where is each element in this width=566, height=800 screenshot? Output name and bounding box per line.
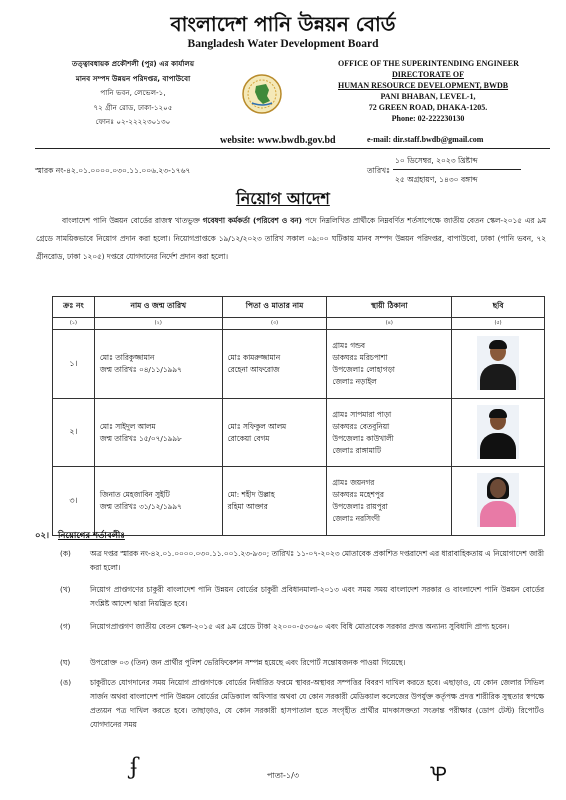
serial-cell: ১।	[53, 330, 95, 399]
condition-text: উপরোক্ত ০৩ (তিন) জন প্রার্থীর পুলিশ ভেরিফিকেশন সম্পন্ন হয়েছে এবং রিপোর্ট সন্তোষজনক পাওয়া গিয়েছে।	[90, 658, 406, 667]
name-cell	[94, 467, 222, 536]
candidate-name: মোঃ সাইদুল আলম	[99, 421, 156, 431]
condition-item	[52, 620, 544, 634]
candidate-dob: জন্ম তারিখঃ ৩১/১২/১৯৯৭	[99, 502, 182, 511]
address-line: গ্রামঃ সাপমারা পাড়া	[332, 409, 392, 419]
photo-cell	[452, 330, 545, 399]
index-cell: (৫)	[452, 318, 545, 330]
office-address-english	[338, 58, 548, 124]
photo-cell	[452, 467, 545, 536]
condition-label: (ঘ)	[60, 658, 71, 667]
office-address-bangla	[38, 57, 228, 130]
address-line: উপজেলাঃ রায়পুরা	[332, 502, 388, 511]
candidate-photo	[477, 473, 519, 527]
address-line: Phone: 02-222230130	[391, 114, 465, 123]
mother-name: রোকেয়া বেগম	[227, 433, 270, 443]
col-header-photo: ছবি	[452, 297, 545, 318]
serial-cell: ২।	[53, 399, 95, 467]
address-cell	[327, 399, 452, 467]
condition-item	[52, 676, 544, 732]
address-line: উপজেলাঃ লোহাগড়া	[332, 365, 395, 374]
condition-label: (ঙ)	[60, 678, 72, 687]
name-cell	[94, 399, 222, 467]
condition-label: (ক)	[60, 549, 71, 558]
post-name: গবেষণা কর্মকর্তা (পরিবেশ ও বন)	[202, 216, 302, 225]
org-title-bangla: বাংলাদেশ পানি উন্নয়ন বোর্ড	[170, 12, 396, 36]
address-line: উপজেলাঃ কাউখালী	[332, 433, 394, 443]
serial-cell: ৩।	[53, 467, 95, 536]
address-line: ফোনঃ ০২-২২২২৩০১৩০	[95, 117, 171, 126]
signature-left: ʄ	[130, 755, 139, 780]
candidate-name: মোঃ তারিকুজ্জামান	[99, 353, 155, 362]
section-title: নিয়োগের শর্তাবলীঃ	[57, 531, 125, 541]
address-line: তত্ত্বাবধায়ক প্রকৌশলী (পুর) এর কার্যালয়	[71, 59, 195, 68]
address-line: PANI BHABAN, LEVEL-1,	[380, 92, 476, 101]
address-line: জেলাঃ রাঙ্গামাটি	[332, 445, 381, 455]
website-link[interactable]: website: www.bwdb.gov.bd	[220, 135, 336, 146]
col-header-parents: পিতা ও মাতার নাম	[222, 297, 327, 318]
date-bangla: ২৫ অগ্রহায়ণ, ১৪৩০ বঙ্গাব্দ	[395, 175, 478, 184]
father-name: মোঃ সফিকুল আলম	[227, 421, 287, 431]
header-divider	[35, 148, 550, 149]
conditions-heading	[35, 529, 125, 543]
candidate-name: জিনাত মেহজাবিন সুইটি	[99, 490, 170, 499]
address-cell	[327, 467, 452, 536]
mother-name: রহিমা আক্তার	[227, 502, 268, 511]
condition-item	[52, 656, 544, 670]
memo-reference: স্মারক নং-৪২.০১.০০০০.০৩০.১১.০০৬.২৩-১৭৬৭	[35, 166, 191, 175]
candidate-photo	[477, 336, 519, 390]
index-cell: (৩)	[222, 318, 327, 330]
date-label: তারিখঃ	[367, 166, 390, 175]
date-gregorian: ১০ ডিসেম্বর, ২০২৩ খ্রিষ্টাব্দ	[395, 156, 478, 165]
mother-name: রেহেনা আফরোজ	[227, 365, 280, 374]
address-line: ৭২ গ্রীন রোড, ঢাকা-১২০৫	[93, 102, 173, 112]
father-name: মোঃ কামরুজ্জামান	[227, 353, 281, 362]
address-cell	[327, 330, 452, 399]
date-divider	[393, 169, 521, 170]
email-link[interactable]: e-mail: dir.staff.bwdb@gmail.com	[367, 135, 484, 144]
col-header-serial: ক্রঃ নং	[53, 297, 95, 318]
candidate-dob: জন্ম তারিখঃ ০৪/১১/১৯৯৭	[99, 365, 182, 374]
address-line: DIRECTORATE OF	[392, 70, 464, 79]
page-number: পাতা-১/৩	[266, 771, 300, 780]
signature-right: Ꝕ	[430, 762, 448, 786]
index-cell: (৪)	[327, 318, 452, 330]
table-index-row	[53, 318, 545, 330]
address-line: HUMAN RESOURCE DEVELOPMENT, BWDB	[338, 81, 509, 90]
org-title-english: Bangladesh Water Development Board	[187, 38, 379, 50]
parents-cell	[222, 399, 327, 467]
candidate-photo	[477, 405, 519, 459]
condition-text: চাকুরীতে যোগদানের সময় নিয়োগ প্রাপ্তগণকে বোর্ডের নির্ধারিত ফরমে স্থাবর-অস্থাবর সম্পত্তির বিবরণ দাখিল করতে হবে। এছাড়াও, যে কোন জেলার সিভিল সার্জন অথবা বাংলাদেশ পানি উন্নয়ন বোর্ডের মেডিক্যাল অফিসার অথবা যে কোন সরকারী মেডিক্যাল কলেজের উপর্যুক্ত কর্তৃপক্ষ প্রদত্ত শারীরিক সুস্থতার স্বপক্ষে প্রত্যয়ন পত্র দাখিল করতে হবে। তাছাড়াও, যে কোন সরকারী হাসপাতাল হতে সংগৃহীত প্রার্থীর মাদকাসক্ততা সংক্রান্ত পরীক্ষার (ডোপ টেস্ট) রিপোর্টও যোগদানের সময়	[90, 678, 544, 729]
condition-text: অত্র দপ্তর স্মারক নং-৪২.০১.০০০০.০৩০.১১.০০১.২৩-৯৩০; তারিখঃ ১১-০৭-২০২৩ মোতাবেক প্রকাশিত দপ্তরাদেশ এর ধারাবাহিকতায় এ নিয়োগাদেশ জারী করা হলো।	[90, 549, 544, 572]
candidates-table	[52, 296, 545, 536]
address-line: OFFICE OF THE SUPERINTENDING ENGINEER	[338, 59, 519, 68]
address-line: ডাকঘরঃ মরিচপাশা	[332, 353, 388, 362]
address-line: গ্রামঃ গন্ডব	[332, 341, 365, 350]
table-header-row	[53, 297, 545, 318]
candidate-dob: জন্ম তারিখঃ ১৫/০৭/১৯৯৮	[99, 433, 182, 443]
section-number: ০২।	[35, 531, 50, 541]
condition-text: নিয়োগপ্রাপ্তগণ জাতীয় বেতন স্কেল-২০১৫ এর ৯ম গ্রেডে টাকা ২২০০০-৫৩০৬০ এবং বিধি মোতাবেক সরকার প্রদত্ত অন্যান্য সুবিধাদি প্রাপ্য হবেন।	[90, 622, 510, 631]
condition-label: (খ)	[60, 585, 71, 594]
condition-label: (গ)	[60, 622, 71, 631]
address-line: ডাকঘরঃ মহেশপুর	[332, 490, 384, 499]
table-row	[53, 467, 545, 536]
col-header-name: নাম ও জন্ম তারিখ	[94, 297, 222, 318]
table-row	[53, 330, 545, 399]
table-row	[53, 399, 545, 467]
address-line: পানি ভবন, লেভেল-১,	[100, 88, 166, 97]
photo-cell	[452, 399, 545, 467]
document-title: নিয়োগ আদেশ	[236, 189, 330, 208]
address-line: জেলাঃ নড়াইল	[332, 377, 377, 386]
father-name: মো: শহীদ উল্লাহ	[227, 490, 275, 499]
address-line: মানব সম্পদ উন্নয়ন পরিদপ্তর, বাপাউবো	[75, 73, 191, 83]
col-header-address: স্থায়ী ঠিকানা	[327, 297, 452, 318]
intro-text: বাংলাদেশ পানি উন্নয়ন বোর্ডের রাজস্ব খাতভুক্ত	[62, 216, 203, 225]
intro-paragraph	[36, 212, 546, 266]
intro-text: পদে নিম্নলিখিত প্রার্থীকে নিম্নবর্ণিত শর্তসাপেক্ষে জাতীয় বেতন স্কেল-২০১৫ এর ৯ম গ্রেডে সাময়িকভাবে নিয়োগ প্রদান করা হলো। নিয়োগপ্রাপ্তকে ১৯/১২/২০২৩ তারিখ সকাল ০৯:০০ ঘটিকায় মানব সম্পদ উন্নয়ন পরিদপ্তর, বাপাউবো, ঢাকা (পানি ভবন, ৭২ গ্রীনরোড, ঢাকা ১২০৫) দপ্তরে যোগদানের নির্দেশ প্রদান করা হলো।	[36, 216, 546, 261]
condition-text: নিয়োগ প্রাপ্তগণের চাকুরী বাংলাদেশ পানি উন্নয়ন বোর্ডের চাকুরী প্রবিধানমালা-২০১৩ এবং সময় সময় বাংলাদেশ সরকার ও বাংলাদেশ পানি উন্নয়ন বোর্ডের সংশ্লিষ্ট আদেশ দ্বারা নিয়ন্ত্রিত হবে।	[90, 585, 544, 608]
address-line: গ্রামঃ জয়নগর	[332, 478, 375, 487]
address-line: জেলাঃ নরসিংদী	[332, 514, 381, 523]
condition-item	[52, 547, 544, 575]
address-line: 72 GREEN ROAD, DHAKA-1205.	[368, 103, 488, 112]
index-cell: (১)	[53, 318, 95, 330]
name-cell	[94, 330, 222, 399]
bwdb-logo-icon	[242, 74, 282, 114]
index-cell: (২)	[94, 318, 222, 330]
address-line: ডাকঘরঃ বেতবুনিয়া	[332, 421, 390, 431]
parents-cell	[222, 330, 327, 399]
parents-cell	[222, 467, 327, 536]
condition-item	[52, 583, 544, 611]
